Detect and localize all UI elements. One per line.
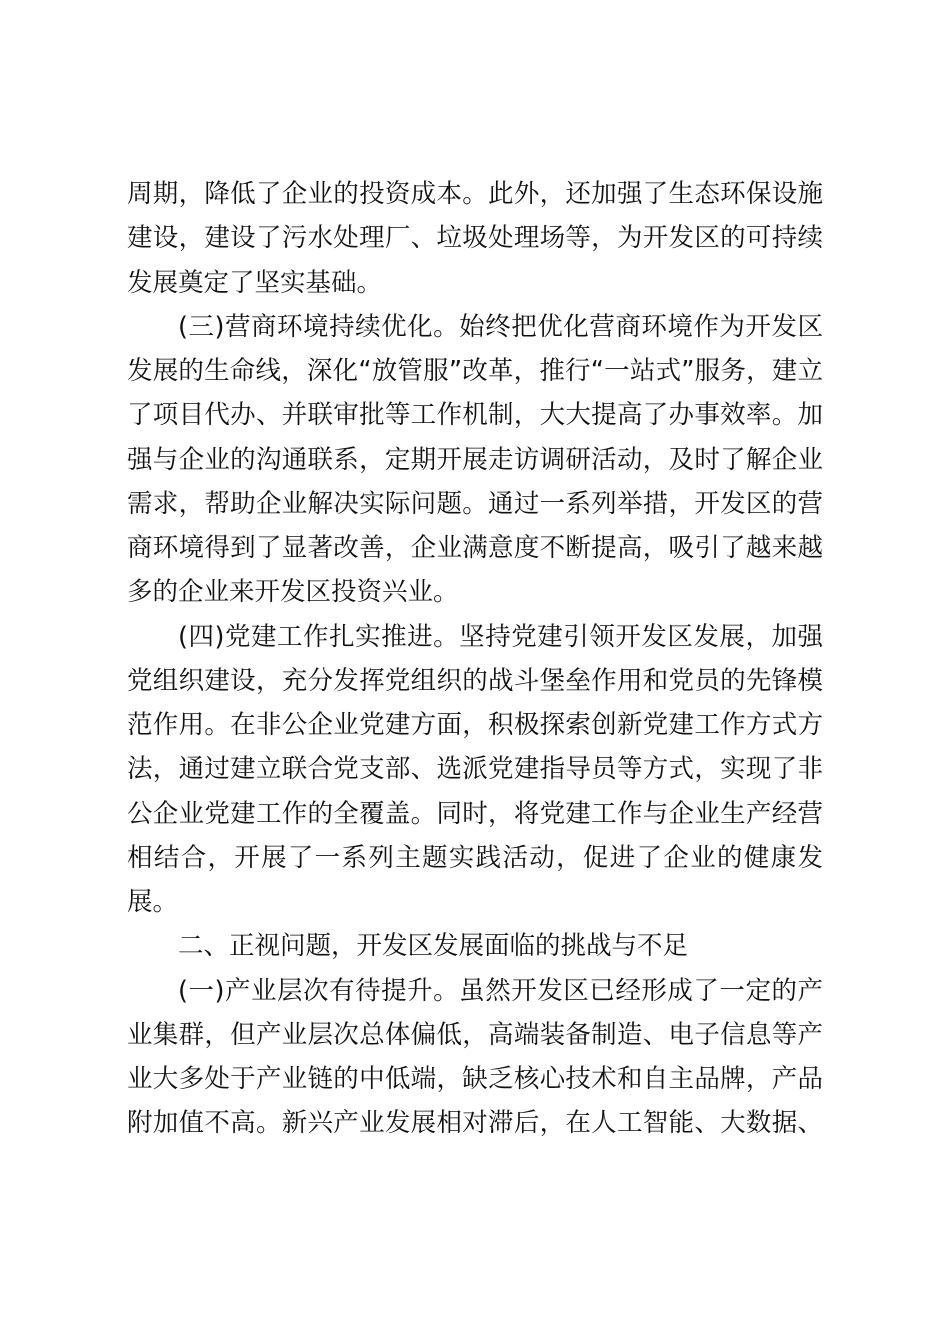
text-line: 党组织建设，充分发挥党组织的战斗堡垒作用和党员的先锋模 <box>127 665 823 696</box>
paragraph-start-line: (四)党建工作扎实推进。坚持党建引领开发区发展，加强 <box>178 621 823 652</box>
text-line: 公企业党建工作的全覆盖。同时，将党建工作与企业生产经营 <box>127 798 823 829</box>
text-line: 了项目代办、并联审批等工作机制，大大提高了办事效率。加 <box>127 400 823 431</box>
text-line: 法，通过建立联合党支部、选派党建指导员等方式，实现了非 <box>127 754 823 785</box>
text-line: 多的企业来开发区投资兴业。 <box>127 577 459 608</box>
text-line: 建设，建设了污水处理厂、垃圾处理场等，为开发区的可持续 <box>127 223 823 254</box>
text-line: 业大多处于产业链的中低端，缺乏核心技术和自主品牌，产品 <box>127 1064 823 1094</box>
text-line: 相结合，开展了一系列主题实践活动，促进了企业的健康发 <box>127 842 823 873</box>
paragraph-start-line: (一)产业层次有待提升。虽然开发区已经形成了一定的产 <box>178 975 823 1006</box>
section-heading: 二、正视问题，开发区发展面临的挑战与不足 <box>178 931 689 962</box>
text-line: 展。 <box>127 887 179 917</box>
text-line: 附加值不高。新兴产业发展相对滞后，在人工智能、大数据、 <box>127 1108 823 1139</box>
text-line: 需求，帮助企业解决实际问题。通过一系列举措，开发区的营 <box>127 488 823 519</box>
text-line: 发展的生命线，深化“放管服”改革，推行“一站式”服务，建立 <box>127 356 823 386</box>
text-line: 周期，降低了企业的投资成本。此外，还加强了生态环保设施 <box>127 179 823 209</box>
body-text <box>127 172 823 1146</box>
text-line: 商环境得到了显著改善，企业满意度不断提高，吸引了越来越 <box>127 533 823 563</box>
text-line: 强与企业的沟通联系，定期开展走访调研活动，及时了解企业 <box>127 444 823 475</box>
text-line: 范作用。在非公企业党建方面，积极探索创新党建工作方式方 <box>127 710 823 740</box>
paragraph-start-line: (三)营商环境持续优化。始终把优化营商环境作为开发区 <box>178 311 823 342</box>
text-line: 发展奠定了坚实基础。 <box>127 267 383 298</box>
text-line: 业集群，但产业层次总体偏低，高端装备制造、电子信息等产 <box>127 1019 823 1050</box>
